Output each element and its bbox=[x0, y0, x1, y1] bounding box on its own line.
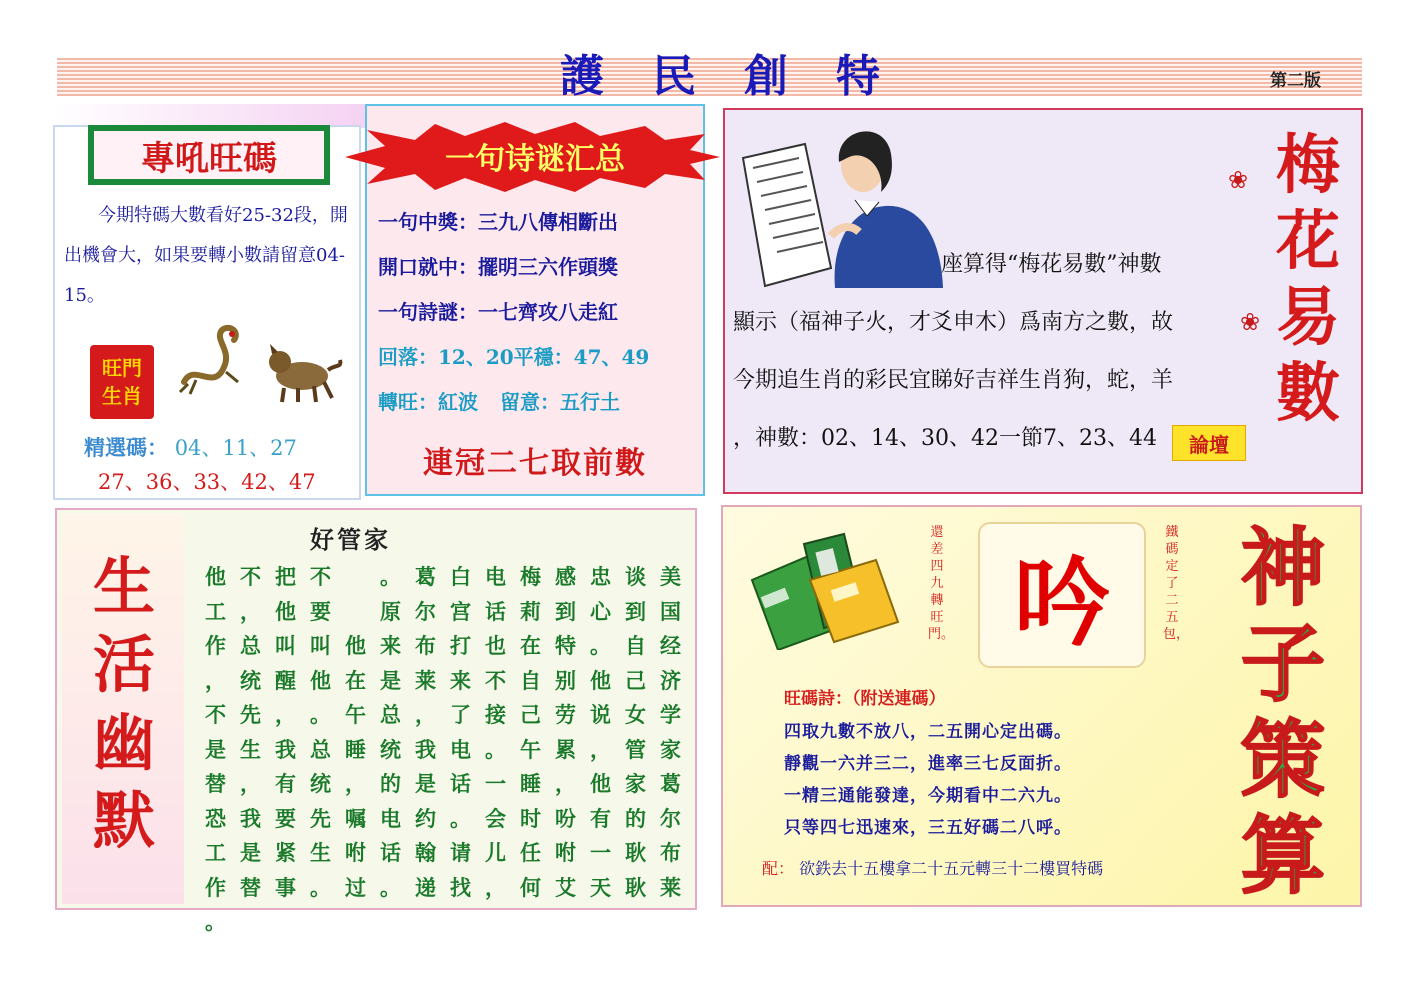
text-line: 今期追生肖的彩民宜睇好吉祥生肖狗，蛇，羊 bbox=[733, 368, 1174, 393]
grid-char: 尔 bbox=[415, 598, 436, 624]
text-line: 座算得“梅花易數”神數 bbox=[941, 252, 1162, 277]
grid-char: 总 bbox=[240, 633, 261, 658]
grid-char: 莱 bbox=[415, 667, 436, 693]
riddle-key: 轉旺： bbox=[378, 390, 438, 414]
grid-char: 国 bbox=[660, 598, 681, 624]
title-char: 神 bbox=[1240, 518, 1325, 617]
grid-char: 我 bbox=[415, 736, 436, 762]
grid-char: 白 bbox=[450, 564, 471, 589]
flower-icon: ❀ bbox=[1228, 166, 1249, 194]
grid-row bbox=[198, 802, 688, 837]
grid-char: 的 bbox=[625, 805, 646, 831]
grid-char bbox=[408, 905, 443, 940]
humor-vertical-title bbox=[88, 548, 160, 860]
plum-vertical-title bbox=[1268, 128, 1348, 432]
riddle-line bbox=[378, 333, 700, 378]
grid-char: 先 bbox=[240, 702, 261, 727]
riddle-value: 紅波 bbox=[438, 390, 478, 414]
humor-text-grid bbox=[198, 560, 688, 940]
grid-char: 不 bbox=[310, 564, 331, 589]
grid-char: 时 bbox=[520, 805, 541, 831]
grid-char: 我 bbox=[240, 805, 261, 831]
grid-char bbox=[268, 905, 303, 940]
poem-line: 只等四七迅速來，三五好碼二八呼。 bbox=[784, 818, 1072, 838]
grid-char: 葛 bbox=[660, 771, 681, 796]
grid-char: 一 bbox=[590, 840, 611, 865]
grid-char: ， bbox=[590, 736, 611, 762]
panel1-text bbox=[64, 196, 354, 316]
dog-icon bbox=[262, 340, 344, 406]
grid-char: 电 bbox=[485, 564, 506, 589]
grid-char: 接 bbox=[485, 702, 506, 727]
grid-char: 工 bbox=[205, 598, 226, 624]
grid-char: 吩 bbox=[555, 805, 576, 831]
riddle-key: 回落： bbox=[378, 345, 438, 369]
grid-char: 作 bbox=[205, 874, 226, 900]
grid-char: 事 bbox=[275, 874, 296, 900]
grid-row bbox=[198, 905, 688, 940]
title-char: 活 bbox=[92, 628, 155, 701]
grid-char: ， bbox=[275, 702, 296, 727]
grid-char bbox=[583, 905, 618, 940]
grid-char: 他 bbox=[310, 667, 331, 693]
grid-char: ， bbox=[415, 702, 436, 727]
grid-char: 。 bbox=[380, 564, 401, 589]
title-char: 幽 bbox=[92, 706, 155, 779]
grid-char: 替 bbox=[205, 771, 226, 796]
grid-char: 到 bbox=[625, 598, 646, 624]
grid-char: 到 bbox=[555, 598, 576, 624]
grid-char: 。 bbox=[450, 805, 471, 831]
grid-char: 请 bbox=[450, 840, 471, 865]
badge-line: 生肖 bbox=[102, 384, 142, 408]
grid-char: 。 bbox=[310, 874, 331, 900]
selected-numbers-row2: 27、36、33、42、47 bbox=[98, 470, 316, 494]
grid-char: 醒 bbox=[275, 667, 296, 693]
grid-char: 。 bbox=[485, 736, 506, 762]
grid-char: 工 bbox=[205, 840, 226, 865]
grid-char: 在 bbox=[520, 633, 541, 658]
title-char: 算 bbox=[1240, 806, 1325, 905]
panel1-paragraph: 今期特碼大數看好25-32段，開出機會大，如果要轉小數請留意04-15。 bbox=[64, 205, 348, 306]
poem-lines bbox=[784, 716, 1072, 844]
grid-char: 何 bbox=[520, 874, 541, 900]
shenzi-vertical-title bbox=[1228, 520, 1338, 904]
grid-char bbox=[338, 595, 373, 630]
grid-char: 他 bbox=[345, 633, 366, 658]
grid-char: 睡 bbox=[520, 771, 541, 796]
grid-char: 一 bbox=[485, 771, 506, 796]
riddle-line bbox=[378, 288, 700, 333]
grid-char: 自 bbox=[625, 633, 646, 658]
grid-char: 学 bbox=[660, 702, 681, 727]
grid-char: 忠 bbox=[590, 564, 611, 589]
grid-char: 找 bbox=[450, 874, 471, 900]
riddle-line bbox=[378, 243, 700, 288]
grid-char: 约 bbox=[415, 805, 436, 831]
grid-char: 说 bbox=[590, 702, 611, 727]
title-char: 民 bbox=[652, 51, 696, 102]
edition-label: 第二版 bbox=[1270, 71, 1321, 91]
riddle-key: 開口就中： bbox=[378, 255, 478, 279]
grid-char: 要 bbox=[310, 598, 331, 624]
zodiac-badge bbox=[90, 345, 154, 419]
grid-char: 的 bbox=[380, 771, 401, 796]
grid-char: ， bbox=[345, 771, 366, 796]
grid-char: 儿 bbox=[485, 840, 506, 865]
grid-row bbox=[198, 595, 688, 630]
grid-char: 家 bbox=[660, 736, 681, 762]
grid-char: 不 bbox=[240, 564, 261, 589]
grid-char: 女 bbox=[625, 702, 646, 727]
center-character-box: 吟 bbox=[978, 522, 1146, 668]
grid-char: 特 bbox=[555, 633, 576, 658]
grid-row bbox=[198, 698, 688, 733]
riddle-value: 一七齊攻八走紅 bbox=[478, 300, 618, 324]
poem-line: 靜觀一六并三二，進率三七反面折。 bbox=[784, 754, 1072, 774]
grid-char: 生 bbox=[240, 736, 261, 762]
grid-char: 也 bbox=[485, 633, 506, 658]
grid-char: 统 bbox=[380, 736, 401, 762]
grid-char: 我 bbox=[275, 736, 296, 762]
grid-char bbox=[513, 905, 548, 940]
grid-char bbox=[233, 905, 268, 940]
text-line: 顯示（福神子火，才爻申木）爲南方之數，故 bbox=[733, 310, 1174, 335]
grid-char: 是 bbox=[205, 736, 226, 762]
grid-char: 把 bbox=[275, 564, 296, 589]
grid-char bbox=[338, 905, 373, 940]
grid-char: ， bbox=[555, 771, 576, 796]
riddle-key: 一句中獎： bbox=[378, 210, 478, 234]
panel2-title: 一句诗谜汇总 bbox=[445, 142, 625, 177]
grid-char: 打 bbox=[450, 633, 471, 658]
grid-char: 统 bbox=[310, 771, 331, 796]
grid-char: 是 bbox=[380, 667, 401, 693]
grid-row bbox=[198, 836, 688, 871]
grid-char: 了 bbox=[450, 702, 471, 727]
riddle-value: 擺明三六作頭獎 bbox=[478, 255, 618, 279]
grid-char: ， bbox=[485, 874, 506, 900]
grid-row bbox=[198, 560, 688, 595]
grid-char: 原 bbox=[380, 598, 401, 624]
title-char: 策 bbox=[1240, 710, 1325, 809]
grid-char bbox=[478, 905, 513, 940]
grid-char: 。 bbox=[590, 633, 611, 658]
grid-char: 劳 bbox=[555, 702, 576, 727]
title-char: 護 bbox=[560, 51, 604, 102]
grid-char: 午 bbox=[520, 736, 541, 762]
grid-char: 济 bbox=[660, 667, 681, 693]
grid-row bbox=[198, 664, 688, 699]
grid-char: 莉 bbox=[520, 598, 541, 624]
panel2-footer: 連冠二七取前數 bbox=[423, 446, 647, 481]
poem-line: 一精三通能發達，今期看中二六九。 bbox=[784, 786, 1072, 806]
grid-char: 睡 bbox=[345, 736, 366, 762]
grid-char: 咐 bbox=[555, 840, 576, 865]
title-char: 創 bbox=[744, 51, 788, 102]
grid-char: 。 bbox=[310, 702, 331, 727]
flower-icon: ❀ bbox=[1240, 308, 1261, 336]
grid-char: 不 bbox=[485, 667, 506, 693]
grid-row bbox=[198, 767, 688, 802]
grid-char: ， bbox=[240, 771, 261, 796]
grid-char: 有 bbox=[590, 805, 611, 831]
footer-label: 配： bbox=[762, 859, 795, 878]
grid-char: 美 bbox=[660, 564, 681, 589]
grid-char: 布 bbox=[415, 633, 436, 658]
grid-char: 咐 bbox=[345, 840, 366, 865]
title-char: 梅 bbox=[1276, 128, 1340, 203]
grid-char: 电 bbox=[450, 736, 471, 762]
grid-char: 自 bbox=[520, 667, 541, 693]
selected-numbers-row1 bbox=[84, 432, 297, 462]
grid-char: 先 bbox=[310, 805, 331, 831]
grid-char: 会 bbox=[485, 805, 506, 831]
riddle-key: 一句詩謎： bbox=[378, 300, 478, 324]
grid-char: 总 bbox=[380, 702, 401, 727]
grid-char: 不 bbox=[205, 702, 226, 727]
grid-char: 梅 bbox=[520, 564, 541, 589]
grid-char: 家 bbox=[625, 771, 646, 796]
grid-char: 天 bbox=[590, 874, 611, 900]
grid-char: 紧 bbox=[275, 840, 296, 865]
grid-char: 尔 bbox=[660, 805, 681, 831]
grid-char: 总 bbox=[310, 736, 331, 762]
grid-char: 他 bbox=[590, 771, 611, 796]
grid-char: 他 bbox=[275, 598, 296, 624]
grid-char: 是 bbox=[415, 771, 436, 796]
poem-title: 旺碼詩：（附送連碼） bbox=[784, 689, 946, 709]
title-char: 默 bbox=[92, 784, 155, 857]
grid-char: 宫 bbox=[450, 598, 471, 624]
panel5-footer bbox=[762, 856, 1103, 879]
grid-char: 来 bbox=[380, 633, 401, 658]
grid-char: 话 bbox=[485, 598, 506, 624]
grid-char: 己 bbox=[625, 667, 646, 693]
title-char: 子 bbox=[1240, 614, 1325, 713]
books-illustration bbox=[748, 530, 908, 650]
grid-char: 要 bbox=[275, 805, 296, 831]
grid-char: 过 bbox=[345, 874, 366, 900]
riddle-list bbox=[378, 198, 700, 423]
grid-char: 递 bbox=[415, 874, 436, 900]
grid-char: 艾 bbox=[555, 874, 576, 900]
title-char: 生 bbox=[92, 550, 155, 623]
grid-char: 。 bbox=[380, 874, 401, 900]
grid-char: 话 bbox=[380, 840, 401, 865]
grid-char: 恐 bbox=[205, 805, 226, 831]
title-char: 特 bbox=[836, 51, 880, 102]
grid-char bbox=[548, 905, 583, 940]
riddle-line bbox=[378, 378, 700, 423]
page-title bbox=[560, 40, 880, 100]
grid-char: 翰 bbox=[415, 840, 436, 865]
grid-char: 管 bbox=[625, 736, 646, 762]
grid-char: 莱 bbox=[660, 874, 681, 900]
grid-char: 叫 bbox=[275, 633, 296, 658]
grid-char: 耿 bbox=[625, 840, 646, 865]
grid-char: 生 bbox=[310, 840, 331, 865]
grid-char: 作 bbox=[205, 633, 226, 658]
grid-char: 感 bbox=[555, 564, 576, 589]
grid-char: 来 bbox=[450, 667, 471, 693]
grid-char: 累 bbox=[555, 736, 576, 762]
selected-label: 精選碼： bbox=[84, 435, 168, 460]
grid-row bbox=[198, 733, 688, 768]
grid-char: 他 bbox=[205, 564, 226, 589]
grid-char: 电 bbox=[380, 805, 401, 831]
grid-char: 有 bbox=[275, 771, 296, 796]
grid-char bbox=[618, 905, 653, 940]
grid-char: 是 bbox=[240, 840, 261, 865]
grid-char: 午 bbox=[345, 702, 366, 727]
riddle-value: 三九八傳相斷出 bbox=[478, 210, 618, 234]
grid-char: 在 bbox=[345, 667, 366, 693]
badge-line: 旺門 bbox=[102, 356, 142, 380]
grid-char: ， bbox=[205, 667, 226, 693]
grid-char bbox=[443, 905, 478, 940]
vertical-note-right: 鐵碼定了二五包， bbox=[1163, 525, 1190, 642]
title-char: 易 bbox=[1276, 280, 1340, 355]
grid-char bbox=[303, 905, 338, 940]
selected-values: 04、11、27 bbox=[174, 436, 297, 460]
grid-char: 统 bbox=[240, 667, 261, 693]
grid-char: 。 bbox=[205, 909, 226, 934]
riddle-value: 12、20平穩：47、49 bbox=[438, 345, 650, 369]
footer-text: 欲鉄去十五樓拿二十五元轉三十二樓買特碼 bbox=[799, 859, 1104, 878]
panel1-title: 專吼旺碼 bbox=[88, 125, 330, 185]
dragon-icon bbox=[174, 322, 250, 402]
grid-char: 任 bbox=[520, 840, 541, 865]
text-line: ，神數：02、14、30、42一節7、23、44 bbox=[733, 426, 1157, 451]
title-char: 數 bbox=[1276, 356, 1340, 431]
grid-char: 葛 bbox=[415, 564, 436, 589]
riddle-key: 留意： bbox=[500, 390, 560, 414]
grid-char: ， bbox=[240, 598, 261, 624]
grid-char: 谈 bbox=[625, 564, 646, 589]
grid-char bbox=[373, 905, 408, 940]
riddle-value: 五行土 bbox=[560, 390, 620, 414]
grid-char: 布 bbox=[660, 840, 681, 865]
grid-char: 话 bbox=[450, 771, 471, 796]
grid-char: 耿 bbox=[625, 874, 646, 900]
grid-char: 他 bbox=[590, 667, 611, 693]
poem-line: 四取九數不放八，二五開心定出碼。 bbox=[784, 722, 1072, 742]
grid-char: 嘱 bbox=[345, 805, 366, 831]
grid-char: 替 bbox=[240, 874, 261, 900]
grid-char: 心 bbox=[590, 598, 611, 624]
vertical-note-left: 還差四九轉旺門。 bbox=[928, 525, 955, 642]
grid-char bbox=[653, 905, 688, 940]
forum-badge: 論壇 bbox=[1172, 425, 1246, 461]
grid-char: 别 bbox=[555, 667, 576, 693]
panel3-text bbox=[733, 236, 1223, 468]
grid-row bbox=[198, 871, 688, 906]
panel4-title: 好管家 bbox=[310, 525, 391, 554]
grid-char: 叫 bbox=[310, 633, 331, 658]
grid-char: 经 bbox=[660, 633, 681, 658]
title-char: 花 bbox=[1276, 204, 1340, 279]
riddle-line bbox=[378, 198, 700, 243]
grid-row bbox=[198, 629, 688, 664]
grid-char bbox=[338, 560, 373, 595]
grid-char: 己 bbox=[520, 702, 541, 727]
